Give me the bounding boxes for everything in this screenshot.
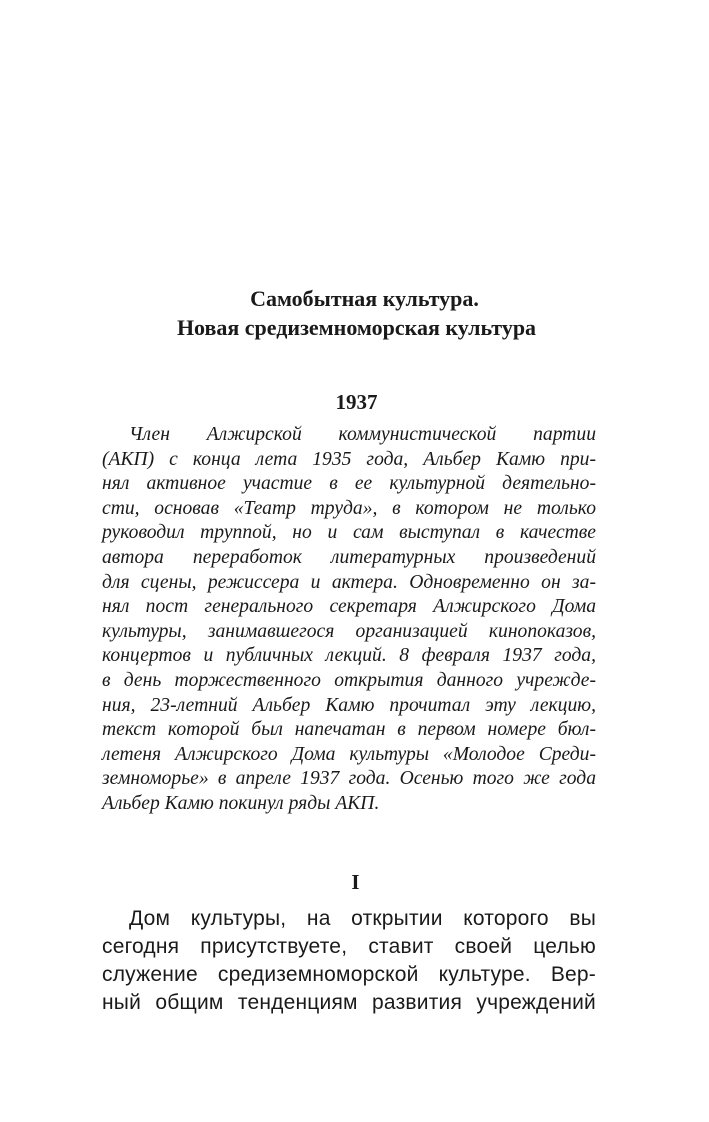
intro-line: культуры, занимавшегося организацией кинопоказов, — [102, 620, 596, 642]
intro-line: концертов и публичных лекций. 8 февраля 1937 года, — [102, 645, 596, 667]
chapter-year: 1937 — [335, 390, 378, 414]
body-line: Дом культуры, на открытии которого вы — [129, 907, 596, 930]
body-line: сегодня присутствуете, ставит своей целью — [102, 935, 596, 958]
intro-line: для сцены, режиссера и актера. Одновременно он за- — [102, 571, 596, 593]
intro-line: нял пост генерального секретаря Алжирского Дома — [102, 596, 596, 618]
intro-line: нял активное участие в ее культурной деятельно- — [102, 473, 596, 495]
section-paragraph — [102, 905, 596, 1017]
chapter-title-line-1: Самобытная культура. — [250, 286, 479, 311]
intro-line: сти, основав «Театр труда», в котором не только — [102, 497, 596, 519]
intro-line: земноморье» в апреле 1937 года. Осенью того же года — [102, 768, 596, 790]
intro-line: автора переработок литературных произведений — [102, 546, 596, 568]
intro-line: Член Алжирской коммунистической партии — [129, 424, 596, 445]
intro-line: текст которой был напечатан в первом номере бюл- — [102, 719, 596, 741]
chapter-title-line-2: Новая средиземноморская культура — [176, 315, 537, 340]
intro-line: летеня Алжирского Дома культуры «Молодое Среди- — [102, 743, 596, 765]
body-line: ный общим тенденциям развития учреждений — [102, 991, 596, 1014]
chapter-title — [0, 284, 709, 342]
intro-line: ния, 23-летний Альбер Камю прочитал эту лекцию, — [102, 694, 596, 716]
section-number: I — [351, 870, 360, 894]
body-line: служение средиземноморской культуре. Вер- — [102, 963, 596, 986]
intro-paragraph — [102, 423, 596, 817]
intro-line: (АКП) с конца лета 1935 года, Альбер Камю при- — [102, 448, 596, 470]
intro-line: руководил труппой, но и сам выступал в качестве — [102, 522, 596, 544]
intro-line: Альбер Камю покинул ряды АКП. — [102, 792, 380, 814]
intro-line: в день торжественного открытия данного учрежде- — [102, 669, 596, 691]
